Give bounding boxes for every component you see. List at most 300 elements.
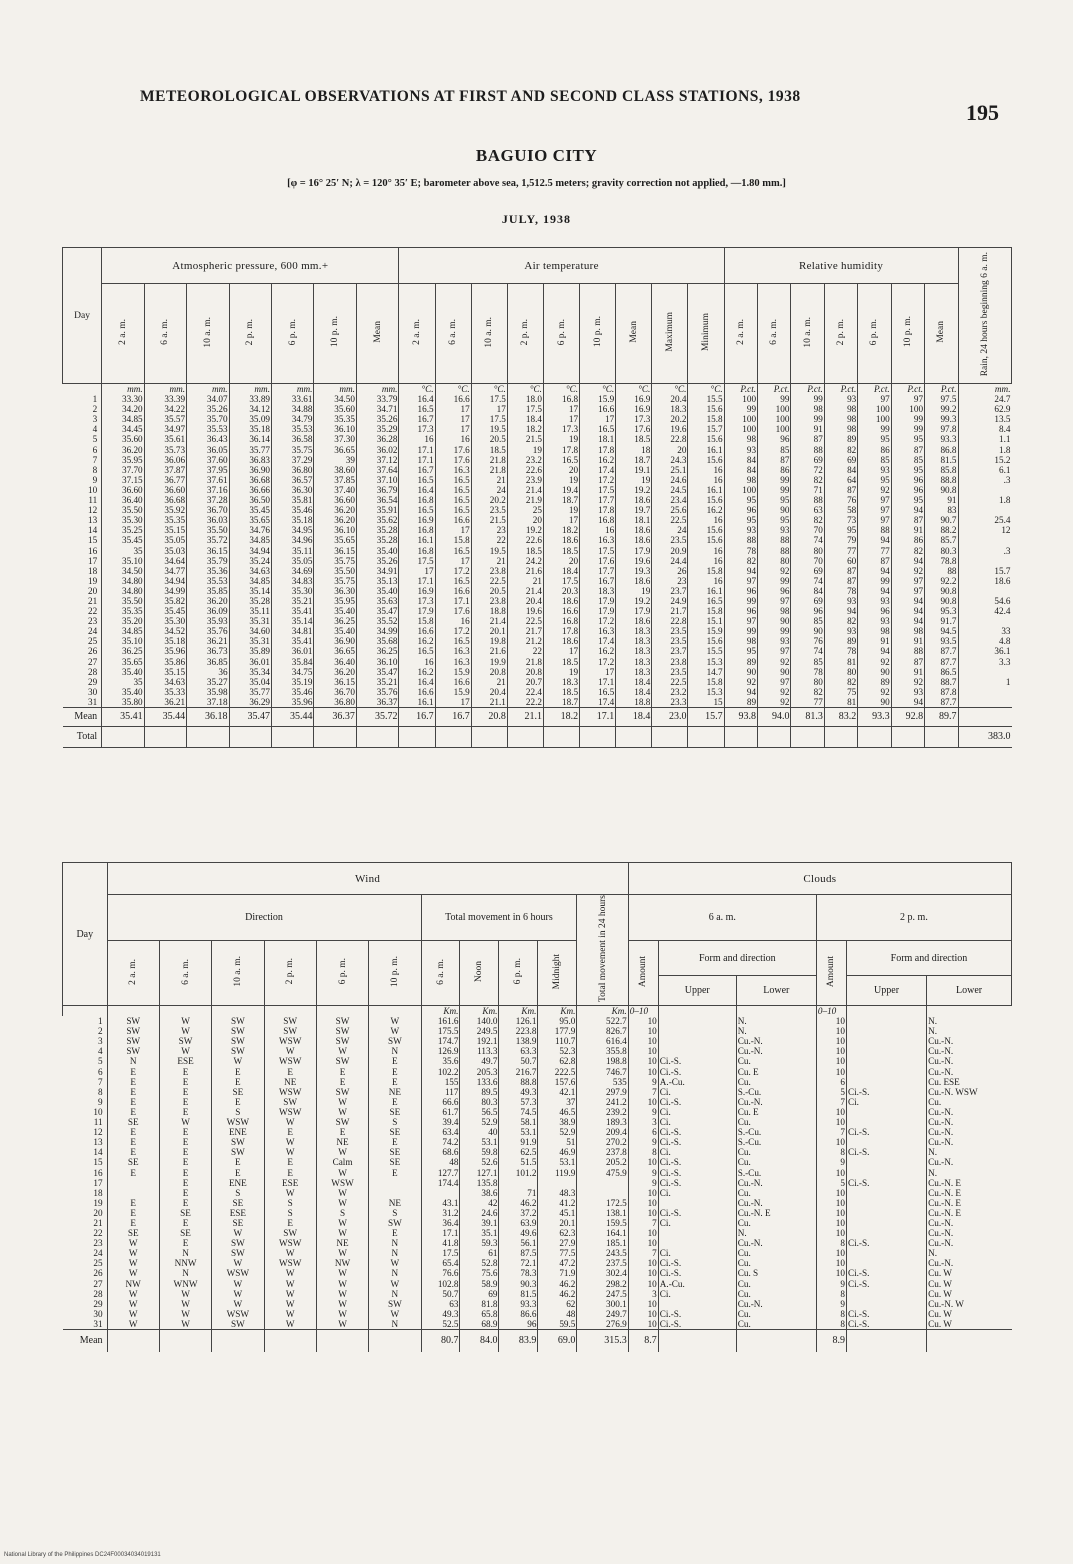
value-cell: 16.1: [688, 586, 724, 596]
cloud-cell: 9: [628, 1107, 658, 1117]
value-cell: 21.8: [471, 455, 507, 465]
cloud-cell: 10: [628, 1046, 658, 1056]
value-cell: 25.4: [958, 515, 1011, 525]
value-cell: 92: [891, 677, 924, 687]
cloud-cell: 7: [816, 1097, 846, 1107]
value-cell: 16.5: [543, 455, 579, 465]
wind-direction-cell: W: [212, 1279, 264, 1289]
wind-movement-cell: 38.6: [460, 1188, 499, 1198]
value-cell: 18.5: [543, 657, 579, 667]
day-cell: Total: [63, 727, 102, 748]
day-cell: 13: [93, 1137, 103, 1148]
wind-direction-cell: SW: [212, 1137, 264, 1147]
value-cell: 34.85: [229, 576, 271, 586]
value-cell: 16: [688, 475, 724, 485]
humidity-col-header: [758, 284, 791, 384]
value-cell: 16: [688, 515, 724, 525]
wind-movement-cell: 46.9: [538, 1147, 577, 1157]
value-cell: 18.7: [616, 455, 652, 465]
value-cell: 23.8: [471, 596, 507, 606]
value-cell: 16.6: [543, 606, 579, 616]
value-cell: 85: [791, 657, 824, 667]
day-cell: 8: [92, 464, 98, 475]
value-cell: 35.11: [229, 606, 271, 616]
wind-direction-cell: SW: [264, 1097, 316, 1107]
wind-direction-cell: E: [107, 1097, 159, 1107]
value-cell: 36.06: [144, 455, 186, 465]
wind-movement-cell: 80.3: [460, 1097, 499, 1107]
wind-movement-cell: 189.3: [577, 1117, 628, 1127]
value-cell: 1.8: [958, 445, 1011, 455]
wind-movement-cell: 62.5: [499, 1147, 538, 1157]
cloud-cell: 10: [628, 1258, 658, 1268]
value-cell: 1.1: [958, 434, 1011, 444]
wind-direction-cell: W: [159, 1117, 211, 1127]
unit-cell: °C.: [580, 384, 616, 395]
cloud-cell: Ci.-S.: [846, 1238, 926, 1248]
wind-direction-cell: E: [264, 1218, 316, 1228]
cloud-cell: Ci.: [658, 1117, 736, 1127]
value-cell: 17.5: [471, 394, 507, 404]
wind-direction-cell: E: [159, 1178, 211, 1188]
value-cell: 15.6: [688, 636, 724, 646]
value-cell: 35.31: [229, 616, 271, 626]
value-cell: 35.86: [144, 657, 186, 667]
value-cell: 17.3: [616, 414, 652, 424]
unit-cell: mm.: [958, 384, 1011, 395]
wind-movement-cell: 198.8: [577, 1056, 628, 1066]
value-cell: 36.80: [314, 697, 356, 708]
cloud-cell: Cu.: [927, 1097, 1012, 1107]
unit-cell: P.ct.: [891, 384, 924, 395]
value-cell: 35.65: [314, 535, 356, 545]
value-cell: 97: [724, 576, 757, 586]
cloud-cell: S.-Cu.: [736, 1127, 816, 1137]
wind-direction-cell: E: [107, 1107, 159, 1117]
cloud-cell: 10: [628, 1238, 658, 1248]
value-cell: 95: [724, 646, 757, 656]
value-cell: 16.5: [399, 646, 435, 656]
temperature-col-header: [580, 284, 616, 384]
cloud-cell: 10: [628, 1157, 658, 1167]
cloud-cell: [927, 1330, 1012, 1353]
cloud-cell: Cu.: [736, 1279, 816, 1289]
value-cell: 36.37: [356, 697, 399, 708]
cloud-cell: [658, 1238, 736, 1248]
value-cell: 74: [791, 646, 824, 656]
wind-direction-cell: E: [264, 1127, 316, 1137]
value-cell: 23.7: [652, 646, 688, 656]
wind-direction-cell: WSW: [264, 1056, 316, 1066]
wind-direction-cell: E: [159, 1067, 211, 1077]
value-cell: [791, 727, 824, 748]
value-cell: 21: [471, 677, 507, 687]
value-cell: 19.4: [543, 485, 579, 495]
value-cell: 64: [824, 475, 857, 485]
wind-direction-cell: W: [159, 1046, 211, 1056]
units-day-cell: [63, 384, 102, 395]
value-cell: 87: [758, 455, 791, 465]
wind-movement-cell: 237.5: [577, 1258, 628, 1268]
value-cell: 16: [580, 525, 616, 535]
value-cell: 1.8: [958, 495, 1011, 505]
value-cell: 34.69: [272, 566, 314, 576]
value-cell: 36.83: [229, 455, 271, 465]
cloud-cell: A.-Cu.: [658, 1077, 736, 1087]
value-cell: 99.2: [925, 404, 958, 414]
day-cell: 4: [92, 424, 98, 435]
value-cell: 17.5: [543, 576, 579, 586]
wind-movement-cell: 53.1: [460, 1137, 499, 1147]
wind-direction-cell: E: [107, 1168, 159, 1178]
value-cell: 35.96: [272, 697, 314, 708]
value-cell: 35.40: [356, 546, 399, 556]
value-cell: 99: [758, 626, 791, 636]
value-cell: [652, 727, 688, 748]
wind-movement-cell: 249.5: [460, 1026, 499, 1036]
value-cell: 36.65: [314, 646, 356, 656]
value-cell: 90.8: [925, 485, 958, 495]
value-cell: 35.10: [102, 636, 144, 646]
cloud-cell: 10: [628, 1299, 658, 1309]
wind-direction-cell: E: [159, 1147, 211, 1157]
value-cell: 16.7: [580, 576, 616, 586]
value-cell: 94: [891, 616, 924, 626]
value-cell: 21: [471, 475, 507, 485]
value-cell: 20.5: [471, 434, 507, 444]
wind-direction-cell: W: [159, 1319, 211, 1330]
pressure-col-header: [187, 284, 229, 384]
wind-movement-cell: 175.5: [421, 1026, 460, 1036]
value-cell: [102, 727, 144, 748]
value-cell: 88: [758, 546, 791, 556]
cloud-cell: Cu.-N. W: [927, 1299, 1012, 1309]
value-cell: 36.25: [102, 646, 144, 656]
cloud-cell: Cu.-N. E: [927, 1208, 1012, 1218]
value-cell: 16.4: [399, 485, 435, 495]
value-cell: 100: [758, 414, 791, 424]
wind-direction-cell: SW: [264, 1016, 316, 1026]
value-cell: 35.53: [187, 576, 229, 586]
wind-movement-cell: 84.0: [460, 1330, 499, 1353]
value-cell: 22.5: [652, 677, 688, 687]
cloud-cell: 10: [816, 1026, 846, 1036]
value-cell: 18.3: [543, 677, 579, 687]
value-cell: 14.7: [688, 667, 724, 677]
direction-col-header: [159, 941, 211, 1006]
value-cell: 35.75: [272, 445, 314, 455]
day-cell: 9: [92, 474, 98, 485]
wind-movement-cell: 51.5: [499, 1157, 538, 1167]
value-cell: 35.72: [187, 535, 229, 545]
pressure-col-header: [144, 284, 186, 384]
value-cell: 33.39: [144, 394, 186, 404]
value-cell: 36.68: [144, 495, 186, 505]
day-cell: 4: [97, 1046, 103, 1057]
value-cell: 35.45: [229, 505, 271, 515]
value-cell: 94: [724, 687, 757, 697]
value-cell: 100: [858, 414, 891, 424]
unit-cell: [369, 1006, 421, 1017]
value-cell: 35.04: [229, 677, 271, 687]
value-cell: 17.7: [580, 566, 616, 576]
value-cell: 94: [891, 556, 924, 566]
humidity-col-label: Mean: [936, 321, 947, 343]
value-cell: 18.0: [507, 394, 543, 404]
temperature-col-label: Minimum: [701, 312, 712, 351]
table-row: [63, 616, 1012, 626]
unit-cell: °C.: [616, 384, 652, 395]
value-cell: [925, 727, 958, 748]
day-cell: 25: [93, 1258, 103, 1269]
value-cell: 98: [724, 475, 757, 485]
unit-cell: P.ct.: [724, 384, 757, 395]
wind-direction-cell: W: [212, 1299, 264, 1309]
table-row: [63, 677, 1012, 687]
cloud-cell: 9: [816, 1157, 846, 1167]
value-cell: 93: [724, 445, 757, 455]
value-cell: 90: [758, 505, 791, 515]
cloud-cell: N.: [927, 1168, 1012, 1178]
cloud-cell: N.: [927, 1026, 1012, 1036]
value-cell: 35.41: [272, 606, 314, 616]
unit-cell: °C.: [435, 384, 471, 395]
value-cell: 99: [791, 394, 824, 404]
value-cell: 90.8: [925, 586, 958, 596]
value-cell: 97: [758, 596, 791, 606]
temperature-col-header: [616, 284, 652, 384]
value-cell: 94: [891, 606, 924, 616]
value-cell: 18.6: [616, 576, 652, 586]
value-cell: 18.2: [543, 708, 579, 727]
table-row: [63, 1056, 1012, 1066]
wind-direction-cell: ESE: [264, 1178, 316, 1188]
value-cell: 18.6: [543, 535, 579, 545]
value-cell: 22: [471, 535, 507, 545]
value-cell: 19.2: [507, 525, 543, 535]
value-cell: 91: [925, 495, 958, 505]
value-cell: 19: [616, 586, 652, 596]
wind-direction-cell: E: [369, 1077, 421, 1087]
wind-direction-cell: SW: [159, 1036, 211, 1046]
value-cell: 19.1: [616, 465, 652, 475]
value-cell: 87: [891, 445, 924, 455]
value-cell: [958, 586, 1011, 596]
cloud-cell: Ci.-S.: [846, 1127, 926, 1137]
value-cell: 35.27: [187, 677, 229, 687]
value-cell: 98: [791, 404, 824, 414]
value-cell: 34.64: [144, 556, 186, 566]
value-cell: 17.3: [543, 424, 579, 434]
table-row: [63, 667, 1012, 677]
value-cell: 18.1: [616, 515, 652, 525]
value-cell: 15.9: [688, 626, 724, 636]
value-cell: 34.63: [229, 566, 271, 576]
wind-movement-cell: 20.1: [538, 1218, 577, 1228]
wind-movement-cell: 205.3: [460, 1067, 499, 1077]
movement-col-header: [460, 941, 499, 1006]
value-cell: 34.83: [272, 576, 314, 586]
wind-movement-cell: 746.7: [577, 1067, 628, 1077]
value-cell: 93: [858, 596, 891, 606]
value-cell: 35.41: [102, 708, 144, 727]
value-cell: 36.73: [187, 646, 229, 656]
unit-cell: P.ct.: [925, 384, 958, 395]
wind-direction-cell: SW: [316, 1016, 368, 1026]
value-cell: 18.2: [507, 424, 543, 434]
value-cell: 34.80: [102, 586, 144, 596]
wind-direction-cell: W: [107, 1248, 159, 1258]
table-row: [63, 1067, 1012, 1077]
value-cell: 20: [543, 465, 579, 475]
wind-movement-cell: 40: [460, 1127, 499, 1137]
wind-movement-cell: 138.9: [499, 1036, 538, 1046]
value-cell: [891, 727, 924, 748]
value-cell: 94.5: [925, 626, 958, 636]
value-cell: 19: [507, 445, 543, 455]
wind-movement-cell: 62: [538, 1299, 577, 1309]
value-cell: 34.63: [144, 677, 186, 687]
wind-direction-cell: SW: [212, 1026, 264, 1036]
value-cell: 90: [758, 616, 791, 626]
wind-direction-cell: E: [212, 1157, 264, 1167]
value-cell: 17.8: [580, 445, 616, 455]
day-cell: 20: [88, 585, 98, 596]
value-cell: 93: [824, 596, 857, 606]
wind-direction-cell: SW: [212, 1046, 264, 1056]
table-row: [63, 1309, 1012, 1319]
day-cell: 30: [93, 1308, 103, 1319]
table-row: [63, 606, 1012, 616]
cloud-cell: 8: [816, 1238, 846, 1248]
wind-movement-cell: 83.9: [499, 1330, 538, 1353]
value-cell: 39: [314, 455, 356, 465]
cloud-cell: Ci.-S.: [658, 1309, 736, 1319]
movement-col-header-text: Midnight: [552, 953, 563, 990]
day-cell: 7: [97, 1076, 103, 1087]
day-cell: 27: [93, 1278, 103, 1289]
day-cell: 24: [88, 626, 98, 637]
value-cell: 1: [958, 677, 1011, 687]
value-cell: 77: [858, 546, 891, 556]
wind-direction-cell: N: [369, 1289, 421, 1299]
humidity-col-header: [858, 284, 891, 384]
value-cell: 15.8: [688, 606, 724, 616]
day-cell: 14: [88, 525, 98, 536]
day-cell: 17: [88, 555, 98, 566]
wind-movement-cell: 91.9: [499, 1137, 538, 1147]
wind-movement-cell: 41.2: [538, 1198, 577, 1208]
value-cell: 20: [543, 556, 579, 566]
value-cell: 35.26: [356, 556, 399, 566]
value-cell: 16.6: [435, 677, 471, 687]
wind-direction-cell: SW: [212, 1238, 264, 1248]
clouds-group-header: Clouds: [628, 863, 1011, 895]
value-cell: 36.43: [187, 434, 229, 444]
value-cell: 89: [824, 636, 857, 646]
wind-movement-cell: 63: [421, 1299, 460, 1309]
direction-col-header-text: 2 p. m.: [285, 958, 296, 985]
value-cell: [724, 727, 757, 748]
value-cell: 35.84: [272, 657, 314, 667]
day-cell: 2: [92, 404, 98, 415]
value-cell: 19: [543, 475, 579, 485]
temperature-col-label: 6 a. m.: [448, 319, 459, 345]
value-cell: 94: [891, 697, 924, 708]
value-cell: 99: [758, 485, 791, 495]
value-cell: 99: [758, 576, 791, 586]
table-row: [63, 465, 1012, 475]
unit-cell: [736, 1006, 816, 1017]
value-cell: 76: [791, 636, 824, 646]
wind-direction-cell: NNW: [159, 1258, 211, 1268]
value-cell: 23.3: [652, 697, 688, 708]
value-cell: 99: [724, 596, 757, 606]
value-cell: 96: [858, 606, 891, 616]
wind-direction-cell: W: [369, 1026, 421, 1036]
value-cell: 35.70: [187, 414, 229, 424]
value-cell: 15.8: [435, 535, 471, 545]
value-cell: 37.40: [314, 485, 356, 495]
value-cell: 35.30: [272, 586, 314, 596]
cloud-cell: [846, 1036, 926, 1046]
cloud-cell: [846, 1208, 926, 1218]
value-cell: 34.12: [229, 404, 271, 414]
value-cell: 16.5: [435, 546, 471, 556]
table-row: [63, 697, 1012, 708]
wind-direction-cell: E: [369, 1168, 421, 1178]
wind-movement-cell: 59.3: [460, 1238, 499, 1248]
cloud-cell: Ci.-S.: [658, 1258, 736, 1268]
wind-direction-cell: N: [159, 1248, 211, 1258]
value-cell: 16.9: [616, 404, 652, 414]
day-cell: Mean: [63, 708, 102, 727]
wind-movement-cell: 49.7: [460, 1056, 499, 1066]
pressure-col-header: [272, 284, 314, 384]
wind-direction-cell: E: [159, 1097, 211, 1107]
value-cell: 17.1: [399, 455, 435, 465]
value-cell: 35.61: [144, 434, 186, 444]
wind-direction-cell: SE: [212, 1198, 264, 1208]
cloud-cell: 9: [816, 1279, 846, 1289]
wind-direction-cell: E: [159, 1077, 211, 1087]
value-cell: 16: [688, 576, 724, 586]
value-cell: 24: [652, 525, 688, 535]
wind-movement-cell: 37.2: [499, 1208, 538, 1218]
value-cell: 20.8: [507, 667, 543, 677]
value-cell: 87: [858, 556, 891, 566]
value-cell: 94: [858, 586, 891, 596]
value-cell: 35.95: [314, 596, 356, 606]
wind-direction-cell: SW: [316, 1036, 368, 1046]
wind-movement-cell: 41.8: [421, 1238, 460, 1248]
value-cell: 90: [858, 697, 891, 708]
value-cell: 35.14: [229, 586, 271, 596]
value-cell: 35.52: [356, 616, 399, 626]
value-cell: 17: [435, 697, 471, 708]
wind-direction-cell: W: [316, 1248, 368, 1258]
wind-direction-cell: W: [316, 1279, 368, 1289]
value-cell: 34.94: [144, 576, 186, 586]
day-cell: 1: [92, 394, 98, 405]
value-cell: 17.8: [543, 626, 579, 636]
wind-direction-cell: [159, 1330, 211, 1353]
value-cell: 25.6: [652, 505, 688, 515]
wind-direction-cell: SW: [212, 1036, 264, 1046]
day-cell: 11: [93, 1117, 103, 1128]
value-cell: 93: [858, 465, 891, 475]
wind-direction-cell: NE: [369, 1087, 421, 1097]
